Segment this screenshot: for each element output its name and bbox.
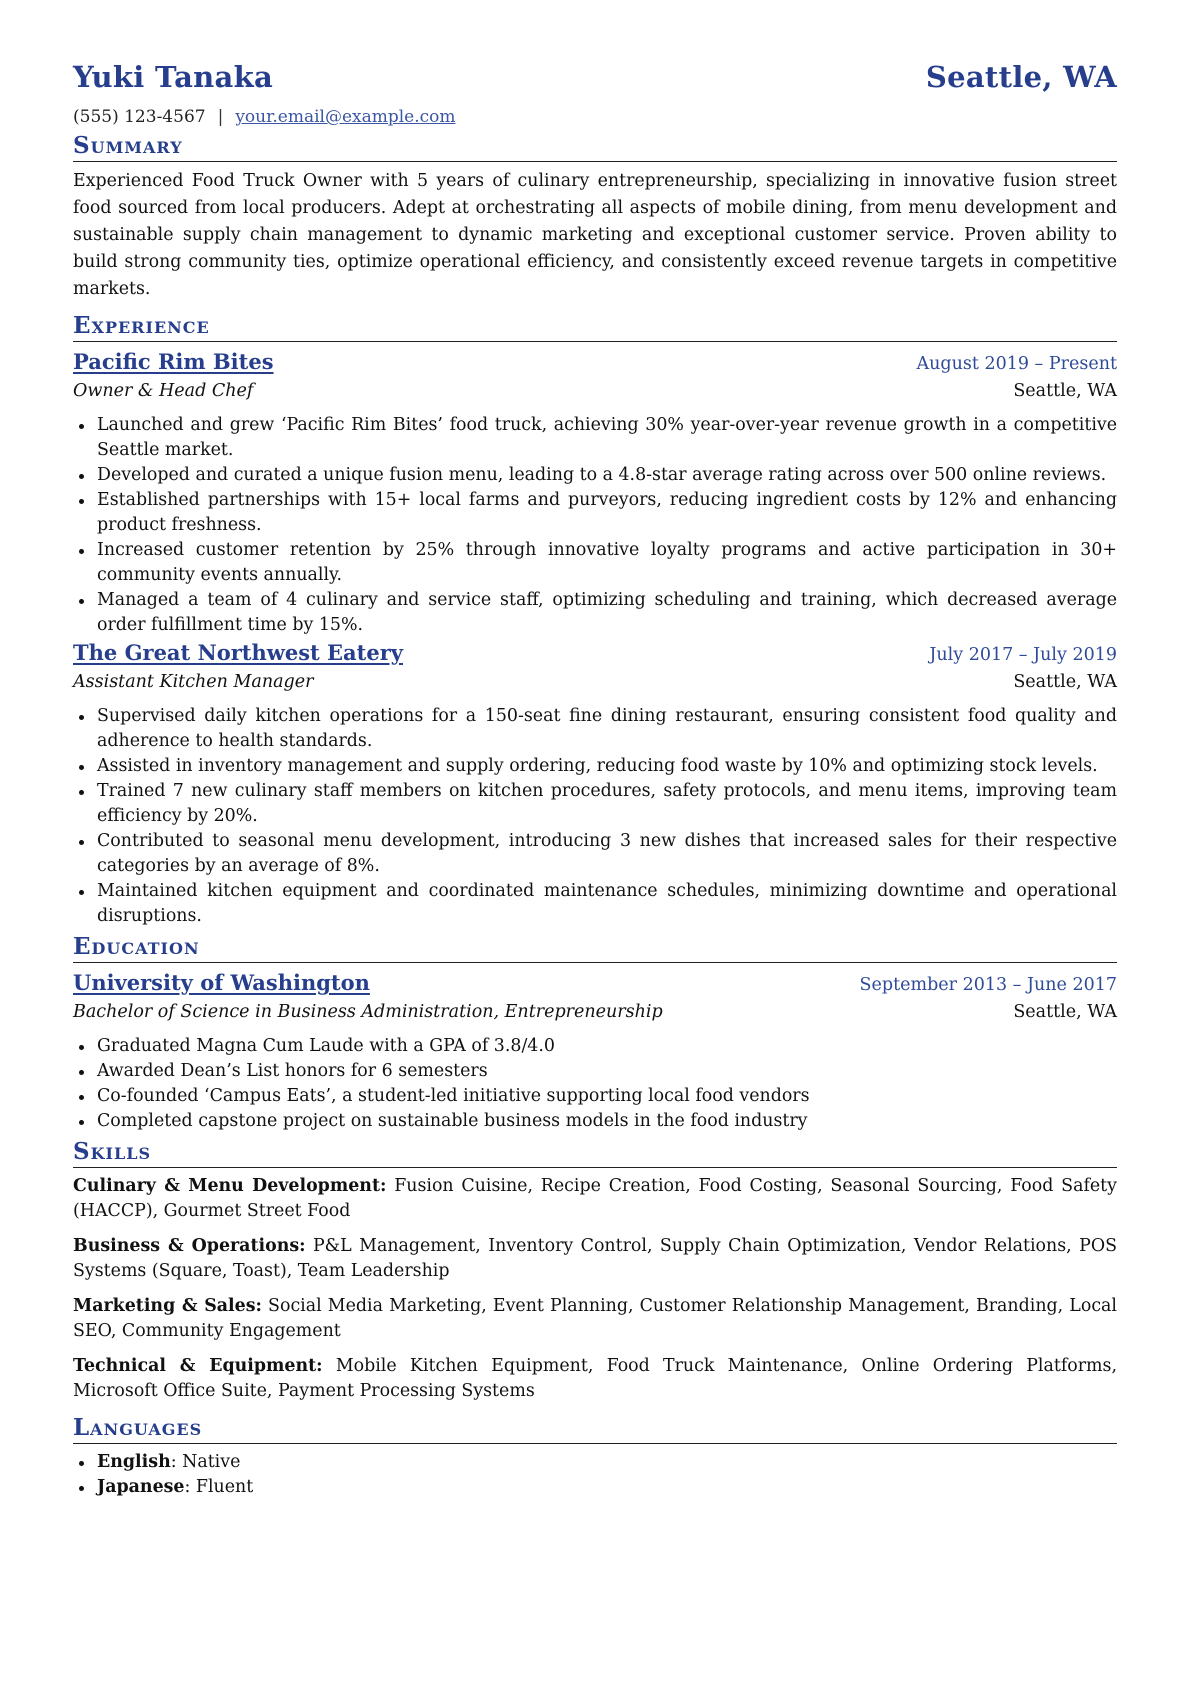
contact-separator: | <box>217 107 224 127</box>
education-section <box>73 933 1117 1134</box>
experience-entry <box>73 639 1117 929</box>
degree: Bachelor of Science in Business Administration, Entrepreneurship <box>73 1002 663 1022</box>
skill-category: Technical & Equipment: <box>73 1356 323 1376</box>
skills-section <box>73 1138 1117 1404</box>
skill-values: P&L Management, Inventory Control, Supply Chain Optimization, Vendor Relations, POS Systems (Square, Toast), Team Leadership <box>73 1236 1117 1281</box>
section-title-summary: Summary <box>73 132 1117 162</box>
skill-group <box>73 1294 1117 1344</box>
job-location: Seattle, WA <box>1013 672 1117 692</box>
phone-number: (555) 123-4567 <box>73 107 206 127</box>
education-entry <box>73 969 1117 1134</box>
skill-values: Social Media Marketing, Event Planning, Customer Relationship Management, Branding, Local SEO, Community Engagement <box>73 1296 1117 1341</box>
list-item: Awarded Dean’s List honors for 6 semesters <box>97 1059 1117 1084</box>
list-item: Maintained kitchen equipment and coordinated maintenance schedules, minimizing downtime and operational disruptions. <box>97 879 1117 929</box>
language-level: : Fluent <box>184 1477 254 1497</box>
summary-text: Experienced Food Truck Owner with 5 years of culinary entrepreneurship, specializing in innovative fusion street food sourced from local producers. Adept at orchestrating all aspects of mobile dining, from menu development and sustainable supply chain management to dynamic marketing and exceptional customer service. Proven ability to build strong community ties, optimize operational efficiency, and consistently exceed revenue targets in competitive markets. <box>73 171 1117 299</box>
company-name[interactable]: Pacific Rim Bites <box>73 349 274 374</box>
section-title-education: Education <box>73 933 1117 963</box>
language-name: English <box>97 1452 171 1472</box>
list-item: Increased customer retention by 25% through innovative loyalty programs and active participation in 30+ community events annually. <box>97 538 1117 588</box>
list-item: Graduated Magna Cum Laude with a GPA of 3.8/4.0 <box>97 1034 1117 1059</box>
languages-list <box>73 1450 1117 1500</box>
skill-category: Business & Operations: <box>73 1236 306 1256</box>
candidate-name: Yuki Tanaka <box>73 60 274 94</box>
contact-line <box>73 106 1117 128</box>
section-title-experience: Experience <box>73 312 1117 342</box>
experience-section <box>73 312 1117 929</box>
email-link[interactable]: your.email@example.com <box>235 107 456 127</box>
list-item: Managed a team of 4 culinary and service staff, optimizing scheduling and training, which decreased average order fulfillment time by 15%. <box>97 588 1117 638</box>
skill-group <box>73 1354 1117 1404</box>
list-item: Established partnerships with 15+ local farms and purveyors, reducing ingredient costs by 12% and enhancing product freshness. <box>97 488 1117 538</box>
skill-category: Marketing & Sales: <box>73 1296 262 1316</box>
skill-group <box>73 1234 1117 1284</box>
skill-category: Culinary & Menu Development: <box>73 1176 387 1196</box>
skill-group <box>73 1174 1117 1224</box>
list-item: Co-founded ‘Campus Eats’, a student-led initiative supporting local food vendors <box>97 1084 1117 1109</box>
job-title: Owner & Head Chef <box>73 381 254 401</box>
list-item: Assisted in inventory management and supply ordering, reducing food waste by 10% and optimizing stock levels. <box>97 754 1117 779</box>
list-item: Launched and grew ‘Pacific Rim Bites’ food truck, achieving 30% year-over-year revenue growth in a competitive Seattle market. <box>97 413 1117 463</box>
job-title: Assistant Kitchen Manager <box>73 672 314 692</box>
section-title-skills: Skills <box>73 1138 1117 1168</box>
experience-entry <box>73 348 1117 638</box>
employment-dates: July 2017 – July 2019 <box>929 645 1117 665</box>
list-item <box>97 1475 1117 1500</box>
employment-dates: August 2019 – Present <box>916 354 1117 374</box>
list-item: Contributed to seasonal menu development, introducing 3 new dishes that increased sales for their respective categories by an average of 8%. <box>97 829 1117 879</box>
school-name[interactable]: University of Washington <box>73 970 370 995</box>
list-item: Trained 7 new culinary staff members on kitchen procedures, safety protocols, and menu items, improving team efficiency by 20%. <box>97 779 1117 829</box>
company-name[interactable]: The Great Northwest Eatery <box>73 640 403 665</box>
school-location: Seattle, WA <box>1013 1002 1117 1022</box>
list-item: Developed and curated a unique fusion menu, leading to a 4.8-star average rating across over 500 online reviews. <box>97 463 1117 488</box>
language-name: Japanese <box>97 1477 185 1497</box>
section-title-languages: Languages <box>73 1414 1117 1444</box>
skill-values: Fusion Cuisine, Recipe Creation, Food Costing, Seasonal Sourcing, Food Safety (HACCP), Gourmet Street Food <box>73 1176 1117 1221</box>
header <box>73 60 1117 100</box>
summary-section <box>73 132 1117 303</box>
languages-section <box>73 1414 1117 1500</box>
education-list <box>73 1034 1117 1134</box>
skill-values: Mobile Kitchen Equipment, Food Truck Maintenance, Online Ordering Platforms, Microsoft Office Suite, Payment Processing Systems <box>73 1356 1117 1401</box>
achievement-list <box>73 413 1117 638</box>
list-item <box>97 1450 1117 1475</box>
candidate-location: Seattle, WA <box>925 60 1117 94</box>
education-dates: September 2013 – June 2017 <box>859 975 1117 995</box>
list-item: Completed capstone project on sustainable business models in the food industry <box>97 1109 1117 1134</box>
job-location: Seattle, WA <box>1013 381 1117 401</box>
language-level: : Native <box>170 1452 241 1472</box>
achievement-list <box>73 704 1117 929</box>
list-item: Supervised daily kitchen operations for a 150-seat fine dining restaurant, ensuring consistent food quality and adherence to health standards. <box>97 704 1117 754</box>
